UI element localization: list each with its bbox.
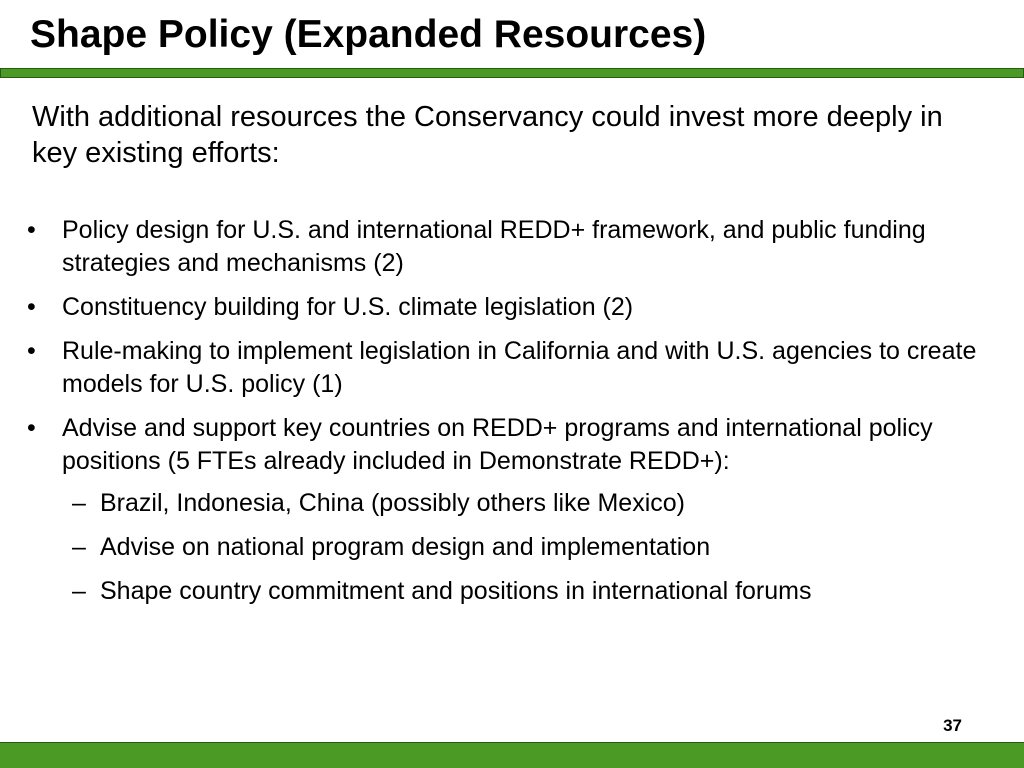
sub-bullet-item (0, 531, 1024, 564)
page-number: 37 (943, 716, 962, 735)
sub-bullet-marker: – (72, 533, 86, 561)
intro-text: With additional resources the Conservancy could invest more deeply in key existing efforts: (32, 101, 943, 169)
bullet-list (0, 214, 1024, 619)
bullet-item (0, 335, 1024, 401)
sub-bullet-text: Brazil, Indonesia, China (possibly others like Mexico) (100, 489, 685, 517)
bullet-marker: • (27, 216, 36, 244)
slide-title: Shape Policy (Expanded Resources) (30, 13, 707, 56)
sub-bullet-item (0, 575, 1024, 608)
sub-bullet-text: Shape country commitment and positions in international forums (100, 577, 812, 605)
bullet-item (0, 412, 1024, 608)
sub-bullet-marker: – (72, 577, 86, 605)
sub-bullet-item (0, 487, 1024, 520)
bullet-marker: • (27, 414, 36, 442)
sub-bullet-marker: – (72, 489, 86, 517)
bullet-text: Rule-making to implement legislation in California and with U.S. agencies to create models for U.S. policy (1) (62, 337, 977, 398)
title-divider-bar (0, 68, 1024, 78)
bullet-text: Constituency building for U.S. climate legislation (2) (62, 293, 634, 321)
bullet-marker: • (27, 337, 36, 365)
bullet-text: Advise and support key countries on REDD+ programs and international policy positions (5 FTEs already included in Demonstrate REDD+): (62, 414, 933, 475)
bullet-marker: • (27, 293, 36, 321)
footer-bar (0, 742, 1024, 768)
bullet-item (0, 214, 1024, 280)
bullet-text: Policy design for U.S. and international REDD+ framework, and public funding strategies and mechanisms (2) (62, 216, 926, 277)
bullet-item (0, 291, 1024, 324)
sub-bullet-text: Advise on national program design and implementation (100, 533, 711, 561)
sub-bullet-list (62, 487, 984, 608)
